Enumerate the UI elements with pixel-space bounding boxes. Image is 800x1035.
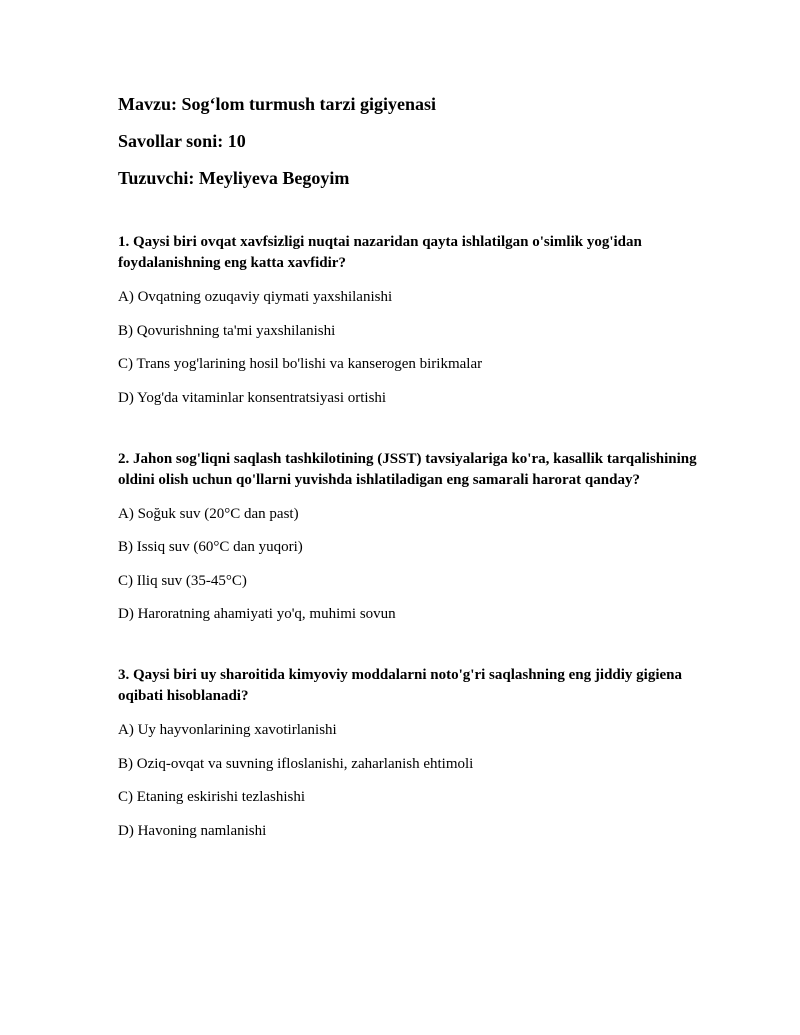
option-c: C) Etaning eskirishi tezlashishi: [118, 789, 306, 805]
option-c: C) Trans yog'larining hosil bo'lishi va kanserogen birikmalar: [118, 356, 483, 372]
option-a: A) Soğuk suv (20°C dan past): [118, 505, 299, 522]
option-b: B) Issiq suv (60°C dan yuqori): [118, 539, 303, 555]
document-page: [118, 92, 718, 854]
option-c: C) Iliq suv (35-45°C): [118, 572, 247, 589]
author-heading: Tuzuvchi: Meyliyeva Begoyim: [118, 168, 350, 188]
option-d: D) Havoning namlanishi: [118, 822, 267, 839]
option-d: D) Haroratning ahamiyati yo'q, muhimi sovun: [118, 606, 396, 622]
topic-heading: Mavzu: Sog‘lom turmush tarzi gigiyenasi: [118, 94, 436, 114]
option-b: B) Oziq-ovqat va suvning ifloslanishi, zaharlanish ehtimoli: [118, 755, 474, 772]
question-text: 2. Jahon sog'liqni saqlash tashkilotining (JSST) tavsiyalariga ko'ra, kasallik tarqalishining oldini olish uchun qo'llarni yuvishda ishlatiladigan eng samarali harorat qanday?: [118, 450, 697, 488]
document-header: [118, 92, 718, 190]
question-2: [118, 449, 718, 626]
question-1: [118, 232, 718, 409]
question-3: [118, 665, 718, 842]
option-a: A) Uy hayvonlarining xavotirlanishi: [118, 722, 337, 738]
question-count-heading: Savollar soni: 10: [118, 131, 246, 151]
option-d: D) Yog'da vitaminlar konsentratsiyasi ortishi: [118, 389, 387, 406]
option-a: A) Ovqatning ozuqaviy qiymati yaxshilanishi: [118, 289, 393, 305]
question-text: 1. Qaysi biri ovqat xavfsizligi nuqtai nazaridan qayta ishlatilgan o'simlik yog'idan foydalanishning eng katta xavfidir?: [118, 234, 642, 271]
question-text: 3. Qaysi biri uy sharoitida kimyoviy moddalarni noto'g'ri saqlashning eng jiddiy gigiena oqibati hisoblanadi?: [118, 667, 683, 704]
option-b: B) Qovurishning ta'mi yaxshilanishi: [118, 322, 336, 339]
